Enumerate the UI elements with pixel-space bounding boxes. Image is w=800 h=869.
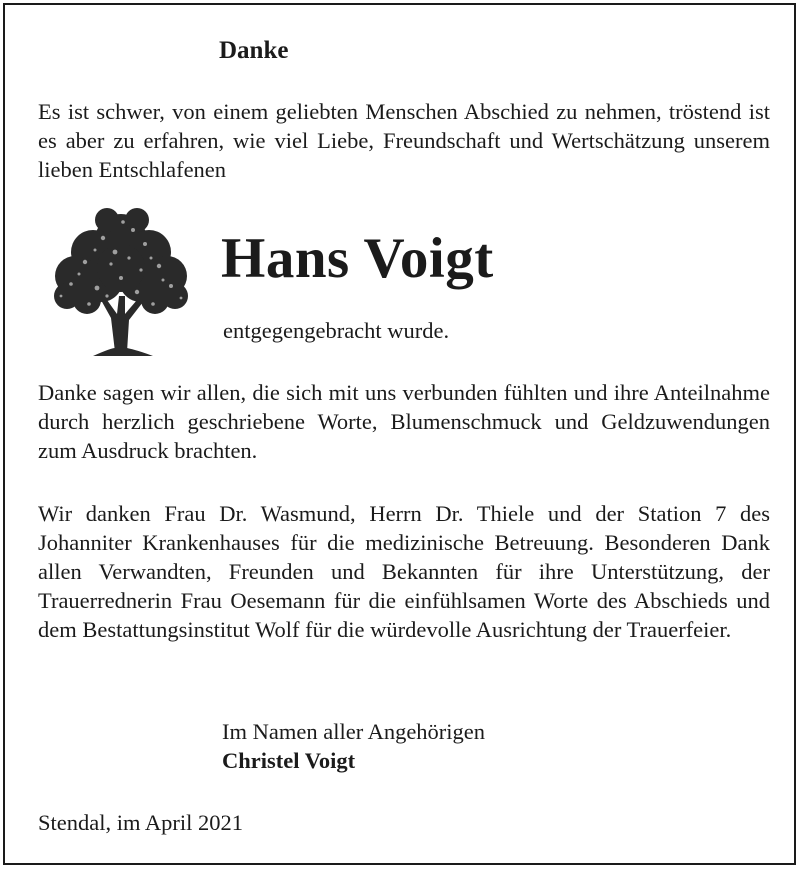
detail-paragraph: Wir danken Frau Dr. Wasmund, Herrn Dr. Thiele und der Station 7 des Johanniter Krankenhauses für die medizinische Betreuung. Besonderen Dank allen Verwandten, Freunden und Bekannten für ihre Unterstützung, der Trauerrednerin Frau Oesemann für die einfühlsamen Worte des Abschieds und dem Bestattungsinstitut Wolf für die würdevolle Ausrichtung der Trauerfeier. xyxy=(38,501,770,642)
place-date: Stendal, im April 2021 xyxy=(38,810,243,835)
signature-intro: Im Namen aller Angehörigen xyxy=(222,719,486,744)
thanks-paragraph: Danke sagen wir allen, die sich mit uns verbunden fühlten und ihre Anteilnahme durch herzlich geschriebene Worte, Blumenschmuck und Geldzuwendungen zum Ausdruck brachten. xyxy=(38,380,770,463)
tree-icon xyxy=(41,200,201,360)
intro-paragraph: Es ist schwer, von einem geliebten Menschen Abschied zu nehmen, tröstend ist es aber zu erfahren, wie viel Liebe, Freundschaft und Wertschätzung unserem lieben Entschlafenen xyxy=(38,99,770,182)
name-continuation: entgegengebracht wurde. xyxy=(223,318,450,343)
signature-name: Christel Voigt xyxy=(222,748,356,773)
notice-title: Danke xyxy=(219,37,289,64)
obituary-notice xyxy=(3,3,796,865)
deceased-name: Hans Voigt xyxy=(221,227,494,290)
